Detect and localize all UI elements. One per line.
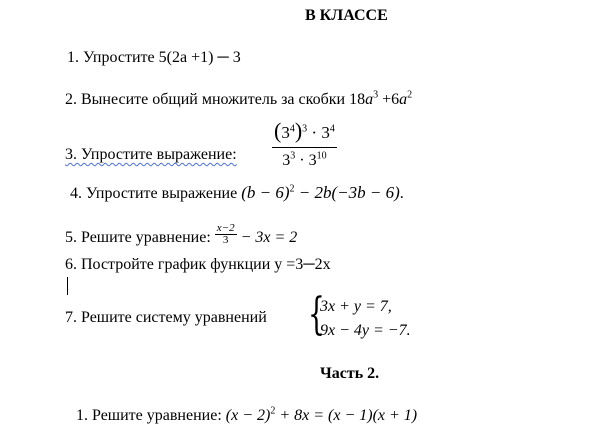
exp: 3	[373, 89, 379, 101]
system-equation-2: 9x − 4y = −7.	[320, 322, 411, 339]
coef: 18	[349, 91, 366, 108]
system-equation-1: 3x + y = 7,	[320, 298, 392, 315]
text-cursor	[67, 277, 68, 295]
var: a	[399, 91, 408, 108]
task-1-label: 1. Упростите	[67, 49, 159, 66]
task-4-label: 4. Упростите выражение	[70, 185, 242, 202]
fraction-numerator: $(3^4)^3 \cdot 3^4$	[272, 118, 337, 148]
task-4: 4. Упростите выражение $(b - 6)^2 - 2b(-3b - 6)$.	[70, 183, 404, 202]
task-5-label: 5. Решите уравнение:	[65, 229, 215, 246]
task-1-expression: 5(2a +1) ─ 3	[158, 49, 241, 66]
task-2-expression	[349, 91, 412, 108]
task-3-fraction	[272, 118, 337, 170]
part-2-task-1-label: 1. Решите уравнение:	[76, 407, 226, 424]
part-2-heading: Часть 2.	[320, 365, 380, 382]
task-3-label: 3. Упростите выражение:	[65, 146, 237, 163]
op: +6	[378, 91, 400, 108]
fraction-denominator: $3^3 \cdot 3^{10}$	[282, 150, 327, 169]
task-5-fraction: $\frac{x-2}{3}$	[216, 221, 235, 246]
page-title: В КЛАССЕ	[305, 7, 388, 24]
task-6: 6. Постройте график функции у =3─2х	[65, 256, 331, 273]
task-2	[65, 89, 413, 108]
task-2-label: 2. Вынесите общий множитель за скобки	[65, 91, 350, 108]
task-4-expression: $(b - 6)^2 - 2b(-3b - 6)$	[241, 183, 400, 202]
task-7-label: 7. Решите систему уравнений	[65, 309, 267, 326]
part-2-task-1	[76, 405, 418, 424]
var: a	[365, 91, 374, 108]
part-2-task-1-expression: $(x - 2)^2 + 8x = (x - 1)(x + 1)$	[225, 405, 418, 424]
task-5	[65, 221, 298, 246]
task-5-rest: − 3x = 2	[236, 229, 298, 246]
task-1	[67, 50, 241, 66]
exp: 2	[407, 89, 413, 101]
system-brace: {	[308, 289, 325, 340]
